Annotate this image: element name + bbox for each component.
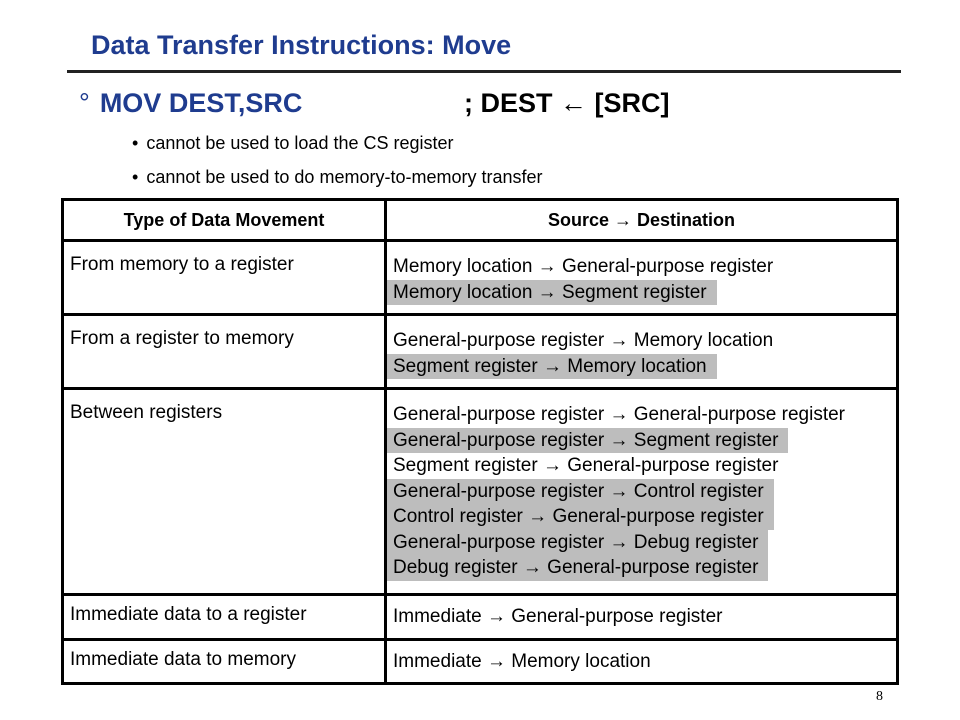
column-header-type: Type of Data Movement bbox=[63, 200, 386, 241]
movement-type: From memory to a register bbox=[70, 254, 294, 275]
movement-entry-highlighted: General-purpose register → Debug register bbox=[387, 530, 768, 556]
entries-cell bbox=[386, 639, 898, 684]
type-cell bbox=[63, 389, 386, 595]
data-movement-table bbox=[61, 198, 899, 685]
column-header-source-destination: Source → Destination bbox=[386, 200, 898, 241]
movement-type: From a register to memory bbox=[70, 328, 294, 349]
table-row bbox=[63, 595, 898, 640]
bullet-dot-icon: • bbox=[132, 167, 139, 187]
mov-syntax-line bbox=[79, 88, 670, 119]
bullet-dot-icon: • bbox=[132, 133, 139, 153]
bullet-symbol: ° bbox=[79, 88, 90, 118]
title-divider bbox=[67, 70, 901, 73]
page-number: 8 bbox=[876, 689, 883, 704]
movement-type: Immediate data to memory bbox=[70, 648, 296, 670]
bullet-text: cannot be used to load the CS register bbox=[146, 133, 454, 153]
mov-syntax: MOV DEST,SRC bbox=[99, 88, 303, 118]
movement-entry-highlighted: General-purpose register → Control register bbox=[387, 479, 774, 505]
movement-entry: General-purpose register → General-purpose register bbox=[393, 404, 845, 425]
bullet-item bbox=[132, 167, 542, 188]
entries-cell bbox=[386, 389, 898, 595]
mov-comment: ; DEST ← [SRC] bbox=[464, 88, 670, 118]
entries-cell bbox=[386, 595, 898, 640]
type-cell bbox=[63, 595, 386, 640]
table-row bbox=[63, 241, 898, 315]
table-row bbox=[63, 639, 898, 684]
entries-cell bbox=[386, 241, 898, 315]
movement-entry-highlighted: Debug register → General-purpose register bbox=[387, 555, 768, 581]
slide-title: Data Transfer Instructions: Move bbox=[91, 30, 512, 60]
type-cell bbox=[63, 241, 386, 315]
movement-entry: Memory location → General-purpose register bbox=[393, 256, 774, 277]
movement-type: Immediate data to a register bbox=[70, 604, 307, 625]
movement-entry: Segment register → General-purpose register bbox=[393, 455, 779, 476]
movement-entry: General-purpose register → Memory location bbox=[393, 330, 774, 351]
movement-entry-highlighted: General-purpose register → Segment register bbox=[387, 428, 788, 454]
table-row bbox=[63, 389, 898, 595]
movement-entry-highlighted: Control register → General-purpose register bbox=[387, 504, 774, 530]
movement-entry: Immediate → Memory location bbox=[393, 650, 651, 672]
table-row bbox=[63, 315, 898, 389]
movement-entry-highlighted: Memory location → Segment register bbox=[387, 280, 717, 306]
bullet-item bbox=[132, 133, 454, 154]
movement-type: Between registers bbox=[70, 402, 223, 423]
type-cell bbox=[63, 315, 386, 389]
movement-entry-highlighted: Segment register → Memory location bbox=[387, 354, 717, 380]
movement-entry: Immediate → General-purpose register bbox=[393, 606, 723, 627]
bullet-text: cannot be used to do memory-to-memory transfer bbox=[146, 167, 543, 187]
table-header-row bbox=[63, 200, 898, 241]
type-cell bbox=[63, 639, 386, 684]
entries-cell bbox=[386, 315, 898, 389]
